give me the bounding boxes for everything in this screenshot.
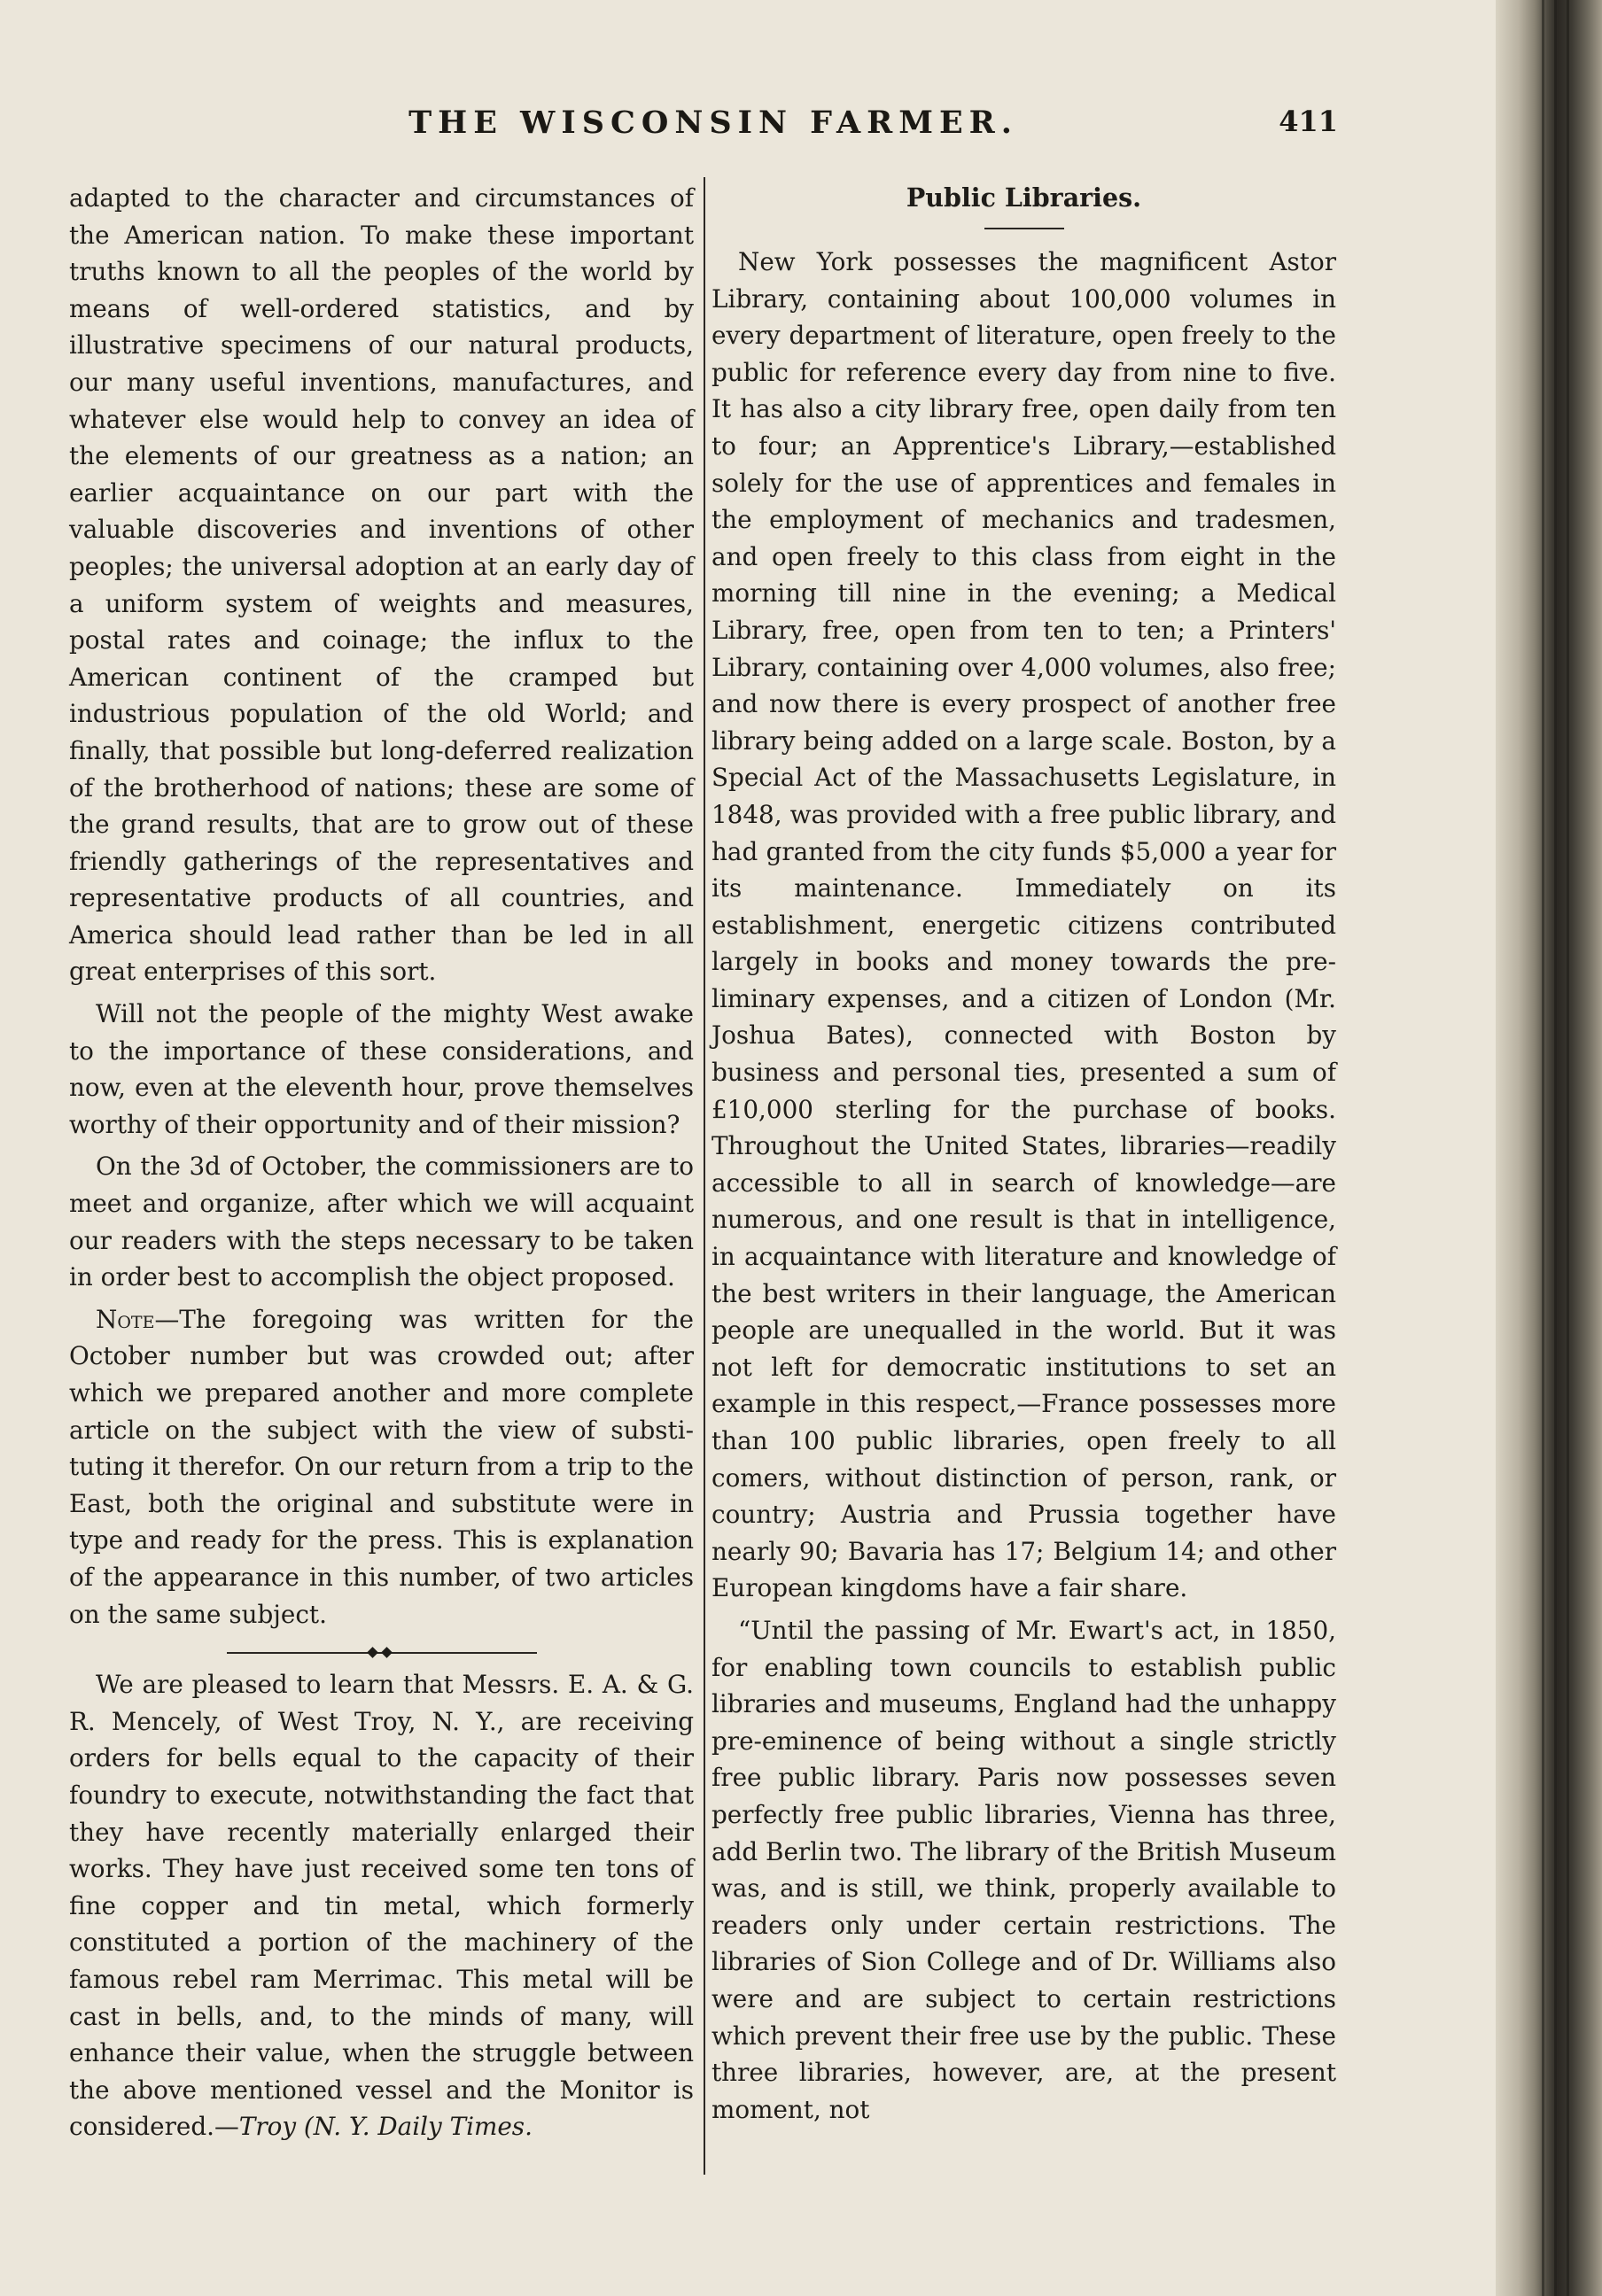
paragraph-note bbox=[69, 1301, 694, 1633]
page-header bbox=[71, 105, 1338, 149]
page-number: 411 bbox=[1279, 105, 1338, 138]
running-title: THE WISCONSIN FARMER. bbox=[408, 105, 1018, 141]
column-divider bbox=[704, 177, 705, 2175]
paragraph-libraries: New York possesses the magnificent Astor Library, containing about 100,000 volumes in every department of literature, open freely to the public for reference every day from nine to five. It has also a city library free, open daily from ten to four; an Apprentice's Library,—established solely for the use of apprentices and females in the employment of mechanics and tradesmen, and open freely to this class from eight in the morning till nine in the evening; a Medical Library, free, open from ten to ten; a Printers' Library, containing over 4,000 volumes, also free; and now there is every prospect of another free library being added on a large scale. Boston, by a Special Act of the Massachusetts Legislature, in 1848, was provided with a free public library, and had granted from the city funds $5,000 a year for its maintenance. Immediately on its establishment, energetic citizens contributed largely in books and money towards the preliminary expenses, and a citizen of London (Mr. Joshua Bates), connected with Boston by business and personal ties, presented a sum of £10,000 sterling for the purchase of books. Throughout the United States, libraries—readily accessible to all in search of knowledge—are numerous, and one result is that in intelligence, in acquaintance with literature and knowledge of the best writers in their language, the American people are unequalled in the world. But it was not left for democratic institutions to set an example in this respect,—France possesses more than 100 public libraries, open freely to all comers, without distinction of person, rank, or country; Austria and Prussia together have nearly 90; Bavaria has 17; Belgium 14; and other European kingdoms have a fair share. bbox=[712, 247, 1336, 1603]
right-column bbox=[712, 180, 1336, 2128]
paragraph-bells bbox=[69, 1666, 694, 2145]
left-column bbox=[69, 180, 694, 2145]
paragraph-commissioners: On the 3d of October, the commissioners are to meet and organize, after which we will acquaint our readers with the steps necessary to be taken in order best to accomplish the object proposed. bbox=[69, 1152, 694, 1292]
paragraph-continued: adapted to the character and circumstances of the American nation. To make these important truths known to all the peoples of the world by means of well-ordered statistics, and by illustrative specimens of our natural products, our many useful inventions, manufactures, and whatever else would help to convey an idea of the elements of our greatness as a nation; an earlier acquaintance on our part with the valuable discoveries and inventions of other peoples; the universal adoption at an early day of a uniform system of weights and measures, postal rates and coinage; the influx to the American continent of the cramped but industrious population of the old World; and finally, that possible but long-deferred realization of the brotherhood of nations; these are some of the grand results, that are to grow out of these friendly gatherings of the representatives and representative products of all countries, and America should lead rather than be led in all great enterprises of this sort. bbox=[69, 183, 694, 987]
article-separator bbox=[227, 1647, 537, 1659]
title-rule bbox=[984, 228, 1064, 229]
bells-credit: Troy (N. Y. Daily Times. bbox=[238, 2112, 533, 2142]
article-title: Public Libraries. bbox=[906, 182, 1142, 213]
note-label: Note bbox=[96, 1304, 155, 1334]
paragraph-ewart: “Until the passing of Mr. Ewart's act, in 1850, for enabling town councils to establish public libraries and museums, England had the unhappy pre-eminence of being without a single strictly free public library. Paris now possesses seven perfectly free public libraries, Vienna has three, add Berlin two. The library of the British Museum was, and is still, we think, properly available to readers only under certain restrictions. The libraries of Sion College and of Dr. Williams also were and are subject to certain restrictions which prevent their free use by the public. These three libraries, however, are, at the present moment, not bbox=[712, 1615, 1336, 2124]
binding-edge bbox=[1496, 0, 1602, 2296]
note-text: —The foregoing was written for the October number but was crowded out; after which we prepared another and more complete article on the subject with the view of substituting it therefor. On our return from a trip to the East, both the original and substitute were in type and ready for the press. This is explanation of the appearance in this number, of two articles on the same subject. bbox=[69, 1304, 694, 1629]
bells-text: We are pleased to learn that Messrs. E. A. & G. R. Mencely, of West Troy, N. Y., are receiving orders for bells equal to the capacity of their foundry to execute, notwithstanding the fact that they have recently materially enlarged their works. They have just received some ten tons of fine copper and tin metal, which formerly constituted a portion of the machinery of the famous rebel ram Merrimac. This metal will be cast in bells, and, to the minds of many, will enhance their value, when the struggle between the above mentioned vessel and the Monitor is considered.— bbox=[69, 1670, 694, 2142]
paragraph-west: Will not the people of the mighty West awake to the importance of these considerations, and now, even at the eleventh hour, prove themselves worthy of their opportunity and of their mission? bbox=[69, 999, 694, 1139]
